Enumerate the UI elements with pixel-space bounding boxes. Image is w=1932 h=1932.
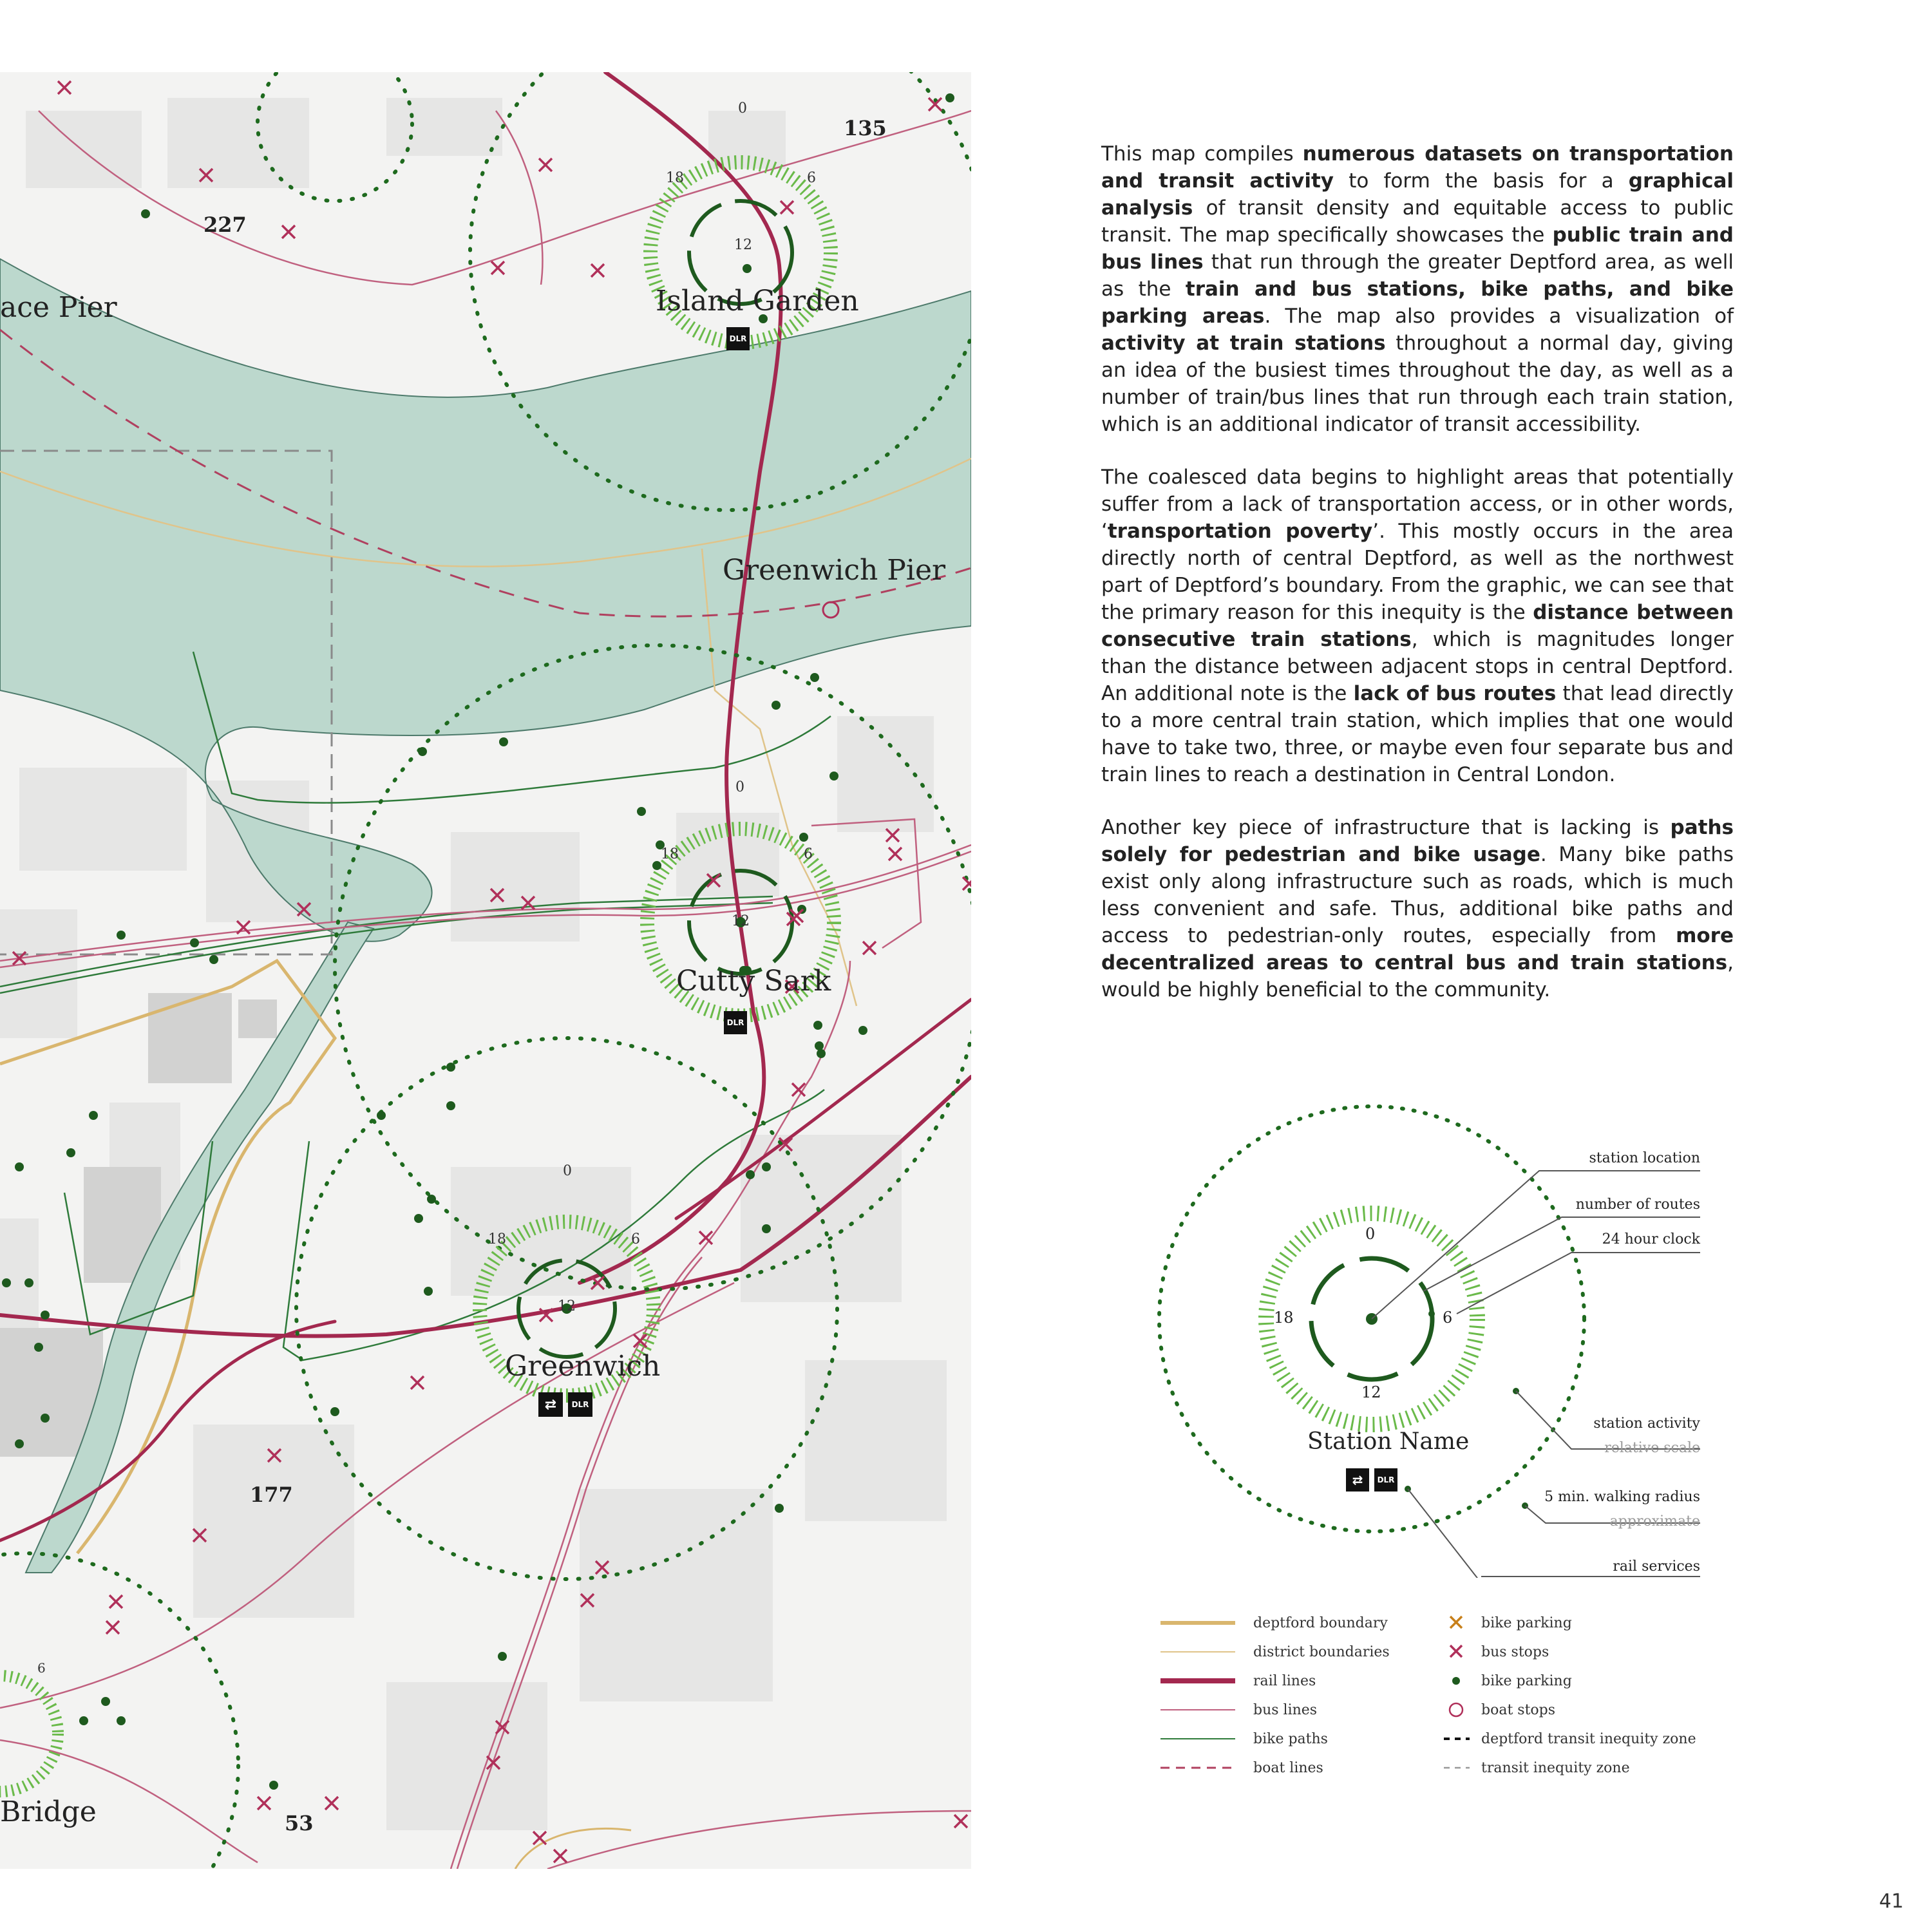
line-rail-icon bbox=[1159, 1671, 1236, 1690]
legend-item bbox=[1443, 1726, 1696, 1752]
map-legend bbox=[1159, 1610, 1713, 1790]
legend-item bbox=[1159, 1697, 1317, 1723]
legend-rail-badge: ⇄ bbox=[1346, 1468, 1369, 1492]
rail-badge: ⇄ bbox=[538, 1392, 563, 1417]
legend-station-name: Station Name bbox=[1307, 1428, 1470, 1455]
station-label-pier: ace Pier bbox=[0, 291, 117, 324]
text-run: , which is magnitudes longer than the distance between adjacent stops in central Deptford. An additional note is the bbox=[1101, 628, 1734, 705]
legend-dlr-badge: DLR bbox=[1374, 1468, 1397, 1492]
clock-18: 18 bbox=[488, 1231, 506, 1247]
station-label-cutty-sark: Cutty Sark bbox=[676, 965, 831, 998]
legend-item bbox=[1159, 1639, 1390, 1665]
legend-item-label: deptford transit inequity zone bbox=[1481, 1730, 1696, 1747]
page-number: 41 bbox=[1879, 1890, 1904, 1913]
article-text bbox=[1101, 140, 1734, 1029]
legend-item-label: boat stops bbox=[1481, 1701, 1556, 1718]
bold-text-run: activity at train stations bbox=[1101, 332, 1386, 355]
text-run: The coalesced data begins to highlight areas that potentially suffer from a lack of transportation access, or in other words, ‘ bbox=[1101, 466, 1734, 543]
clock-6: 6 bbox=[631, 1231, 640, 1247]
dlr-badge: DLR bbox=[726, 327, 750, 350]
circle-red-icon bbox=[1443, 1700, 1471, 1719]
article-paragraph-1 bbox=[1101, 140, 1734, 438]
callout-station-activity: station activity bbox=[1593, 1416, 1700, 1432]
legend-item bbox=[1159, 1755, 1323, 1781]
callout-walking-radius: 5 min. walking radius bbox=[1544, 1489, 1700, 1505]
text-run: ’. This mostly occurs in the area directly north of central Deptford, as well as the northwest part of Deptford’s boundary. From the graphic, we can see that the primary reason for this inequity is the bbox=[1101, 520, 1734, 624]
clock-0: 0 bbox=[738, 100, 747, 117]
clock-12: 12 bbox=[734, 237, 752, 253]
clock-12: 12 bbox=[732, 913, 750, 929]
legend-item bbox=[1443, 1668, 1572, 1694]
route-label-177: 177 bbox=[250, 1482, 293, 1507]
route-label-53: 53 bbox=[285, 1811, 314, 1835]
text-run: This map compiles bbox=[1101, 142, 1303, 166]
callout-relative-scale: relative scale bbox=[1604, 1440, 1700, 1456]
station-legend-diagram bbox=[1146, 1088, 1713, 1578]
x-red-icon bbox=[1443, 1642, 1471, 1662]
dlr-badge: DLR bbox=[724, 1011, 747, 1034]
legend-clock-12: 12 bbox=[1361, 1383, 1381, 1401]
legend-item-label: boat lines bbox=[1253, 1759, 1323, 1776]
legend-item-label: bike parking bbox=[1481, 1672, 1572, 1689]
station-label-greenwich-pier: Greenwich Pier bbox=[723, 554, 946, 587]
legend-item-label: transit inequity zone bbox=[1481, 1759, 1630, 1776]
clock-18: 18 bbox=[661, 846, 679, 862]
bold-text-run: lack of bus routes bbox=[1353, 682, 1557, 705]
bold-text-run: paths solely for pedestrian and bike usage bbox=[1101, 816, 1734, 866]
clock-0: 0 bbox=[563, 1163, 572, 1179]
line-thick-icon bbox=[1159, 1613, 1236, 1633]
clock-0: 0 bbox=[735, 779, 744, 795]
bold-text-run: public train and bus lines bbox=[1101, 223, 1734, 274]
callout-rail-services: rail services bbox=[1613, 1558, 1700, 1575]
route-label-135: 135 bbox=[844, 116, 887, 140]
line-bus-icon bbox=[1159, 1700, 1236, 1719]
station-label-greenwich: Greenwich bbox=[505, 1350, 661, 1383]
legend-item bbox=[1443, 1697, 1555, 1723]
clock-18: 18 bbox=[666, 170, 684, 186]
text-run: Another key piece of infrastructure that is lacking is bbox=[1101, 816, 1671, 839]
legend-item-label: district boundaries bbox=[1253, 1643, 1390, 1660]
legend-item bbox=[1159, 1610, 1388, 1636]
legend-item bbox=[1159, 1668, 1316, 1694]
legend-clock-0: 0 bbox=[1365, 1225, 1376, 1243]
transit-map[interactable] bbox=[0, 72, 971, 1869]
bold-text-run: numerous datasets on transportation and transit activity bbox=[1101, 142, 1734, 193]
dash-grey-icon bbox=[1443, 1758, 1471, 1777]
dash-black-icon bbox=[1443, 1729, 1471, 1748]
article-paragraph-3 bbox=[1101, 814, 1734, 1003]
legend-item bbox=[1443, 1639, 1549, 1665]
callout-number-of-routes: number of routes bbox=[1575, 1197, 1700, 1213]
route-label-227: 227 bbox=[204, 213, 247, 237]
text-run: that lead directly to a more central train station, which implies that one would have to take two, three, or maybe even four separate bus and train lines to reach a destination in Central London. bbox=[1101, 682, 1734, 786]
text-run: to form the basis for a bbox=[1334, 169, 1629, 193]
bold-text-run: transportation poverty bbox=[1107, 520, 1373, 543]
bold-text-run: more decentralized areas to central bus and train stations bbox=[1101, 924, 1734, 974]
line-bike-icon bbox=[1159, 1729, 1236, 1748]
text-run: that run through the greater Deptford area, as well as the bbox=[1101, 251, 1734, 301]
legend-item-label: bus lines bbox=[1253, 1701, 1318, 1718]
station-label-bridge: Bridge bbox=[0, 1795, 97, 1828]
text-run: . Many bike paths exist only along infrastructure such as roads, which is much less convenient and safe. Thus, additional bike paths and access to pedestrian-only routes, especially from bbox=[1101, 843, 1734, 947]
clock-6: 6 bbox=[804, 846, 813, 862]
legend-item-label: rail lines bbox=[1253, 1672, 1316, 1689]
legend-item bbox=[1443, 1610, 1572, 1636]
legend-item-label: bus stops bbox=[1481, 1643, 1549, 1660]
legend-item-label: bike paths bbox=[1253, 1730, 1328, 1747]
bold-text-run: distance between consecutive train stations bbox=[1101, 601, 1734, 651]
text-run: of transit density and equitable access to public transit. The map specifically showcases the bbox=[1101, 196, 1734, 247]
article-paragraph-2 bbox=[1101, 464, 1734, 788]
legend-item-label: bike parking bbox=[1481, 1615, 1572, 1631]
clock-6: 6 bbox=[37, 1660, 46, 1676]
legend-clock-6: 6 bbox=[1443, 1309, 1453, 1327]
line-dash-icon bbox=[1159, 1758, 1236, 1777]
text-run: . The map also provides a visualization of bbox=[1264, 305, 1734, 328]
legend-item bbox=[1159, 1726, 1328, 1752]
legend-item-label: deptford boundary bbox=[1253, 1615, 1388, 1631]
x-orange-icon bbox=[1443, 1613, 1471, 1633]
callout-approximate: approximate bbox=[1609, 1513, 1700, 1530]
dot-green-icon bbox=[1443, 1671, 1471, 1690]
callout-24-hour-clock: 24 hour clock bbox=[1602, 1231, 1700, 1247]
text-run: , would be highly beneficial to the community. bbox=[1101, 951, 1734, 1001]
callout-station-location: station location bbox=[1589, 1150, 1700, 1166]
legend-clock-18: 18 bbox=[1274, 1309, 1294, 1327]
clock-12: 12 bbox=[558, 1298, 576, 1314]
dlr-badge: DLR bbox=[568, 1392, 592, 1417]
station-label-island-garden: Island Garden bbox=[656, 285, 859, 317]
bold-text-run: train and bus stations, bike paths, and bike parking areas bbox=[1101, 278, 1734, 328]
clock-6: 6 bbox=[807, 170, 816, 186]
text-run: throughout a normal day, giving an idea of the busiest times throughout the day, as well as a number of train/bus lines that run through each train station, which is an additional indicator of transit accessibility. bbox=[1101, 332, 1734, 436]
legend-item bbox=[1443, 1755, 1630, 1781]
line-thin-icon bbox=[1159, 1642, 1236, 1662]
bold-text-run: graphical analysis bbox=[1101, 169, 1734, 220]
